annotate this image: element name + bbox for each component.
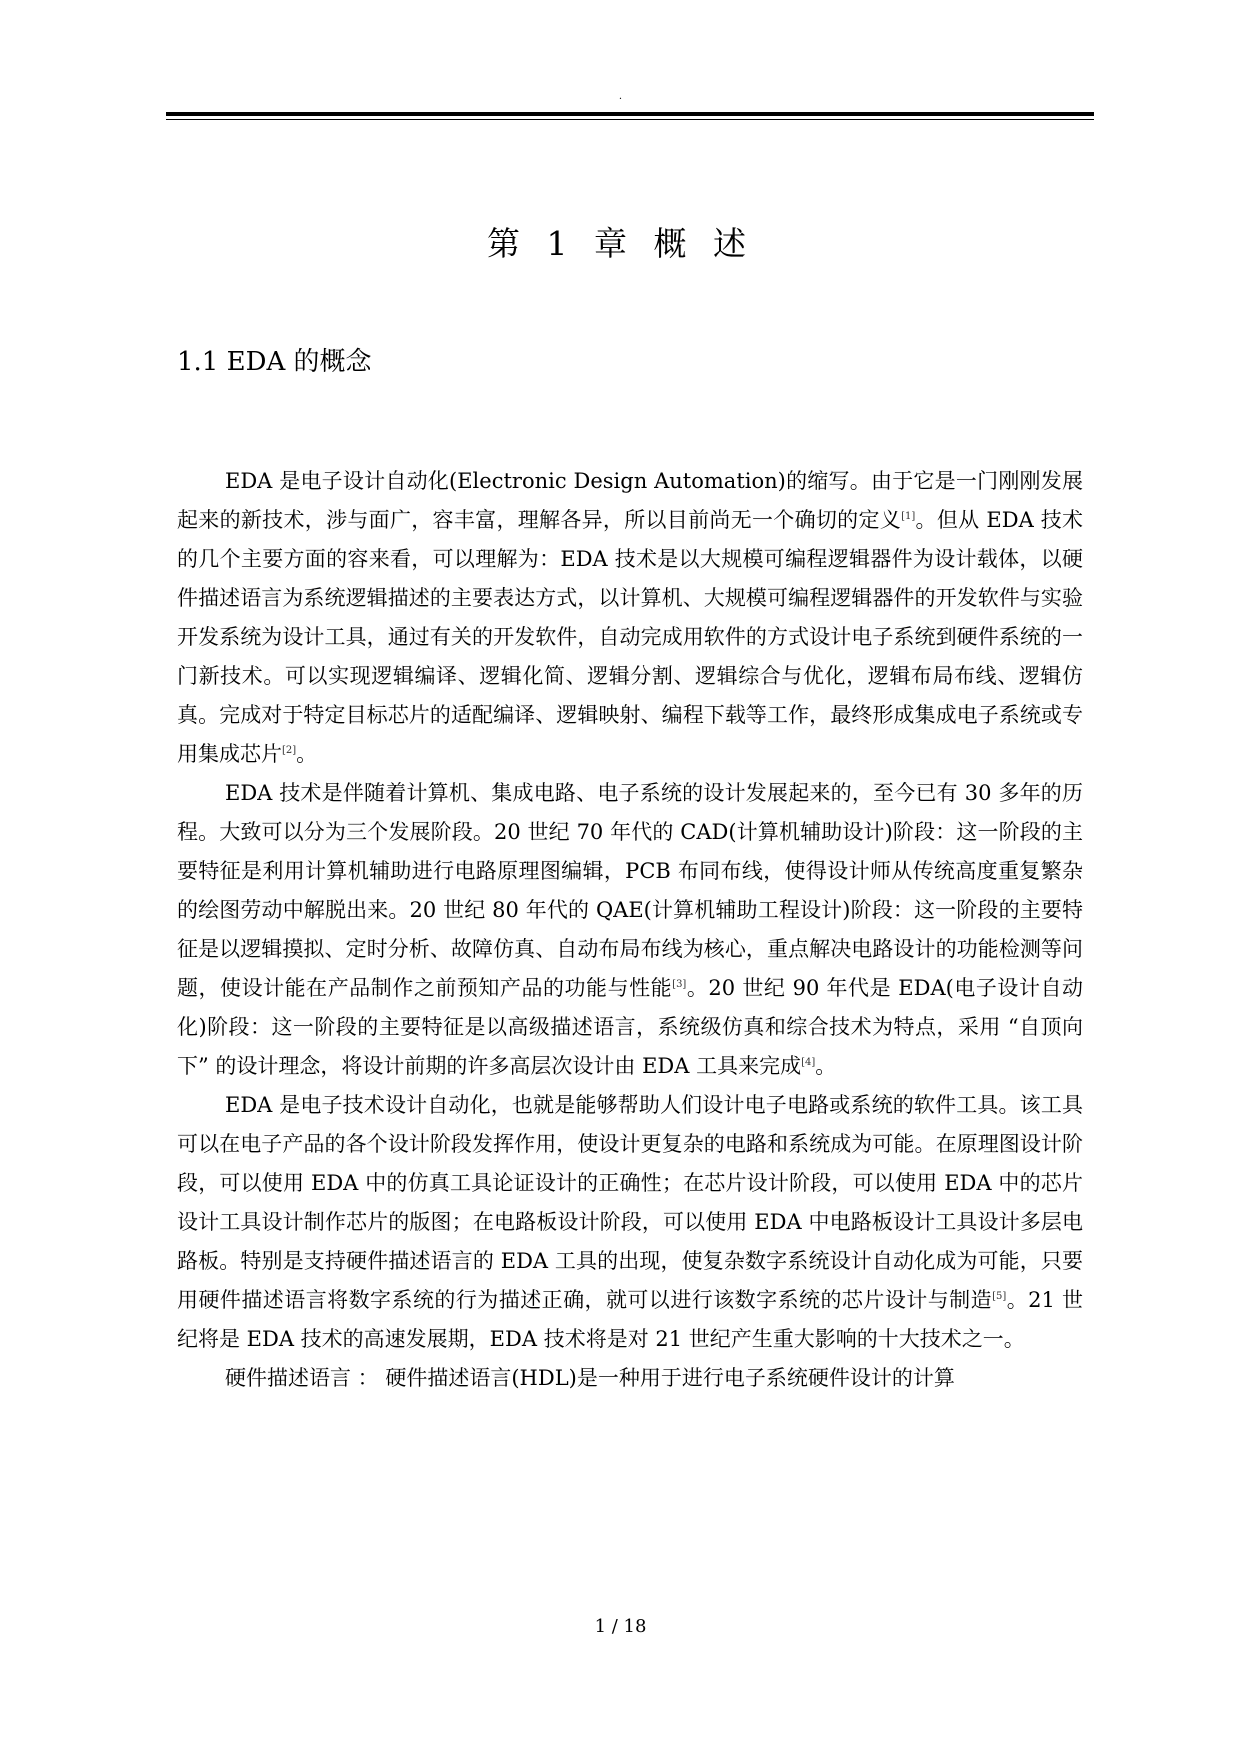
- chapter-title: 第 1 章 概 述: [487, 224, 754, 263]
- header-rule-thick: [166, 112, 1094, 116]
- paragraph-2: [177, 774, 1083, 1086]
- text-run: 。20 世纪 90 年代是 EDA(电子设计自动化)阶段：这一阶段的主要特征是以高级描述语言，系统级仿真和综合技术为特点，采用 “自顶向下” 的设计理念，将设计前期的许多高层次设计由 EDA 工具来完成: [177, 976, 1084, 1078]
- text-run: 。但从 EDA 技术的几个主要方面的容来看，可以理解为：EDA 技术是以大规模可编程逻辑器件为设计载体，以硬件描述语言为系统逻辑描述的主要表达方式，以计算机、大规模可编程逻辑器件的开发软件与实验开发系统为设计工具，通过有关的开发软件，自动完成用软件的方式设计电子系统到硬件系统的一门新技术。可以实现逻辑编译、逻辑化简、逻辑分割、逻辑综合与优化，逻辑布局布线、逻辑仿真。完成对于特定目标芯片的适配编译、逻辑映射、编程下载等工作，最终形成集成电子系统或专用集成芯片: [177, 508, 1084, 766]
- text-run: EDA 是电子技术设计自动化，也就是能够帮助人们设计电子电路或系统的软件工具。该工具可以在电子产品的各个设计阶段发挥作用，使设计更复杂的电路和系统成为可能。在原理图设计阶段，可以使用 EDA 中的仿真工具论证设计的正确性；在芯片设计阶段，可以使用 EDA 中的芯片设计工具设计制作芯片的版图；在电路板设计阶段，可以使用 EDA 中电路板设计工具设计多层电路板。特别是支持硬件描述语言的 EDA 工具的出现，使复杂数字系统设计自动化成为可能，只要用硬件描述语言将数字系统的行为描述正确，就可以进行该数字系统的芯片设计与制造: [177, 1093, 1083, 1312]
- paragraph-3: [177, 1086, 1083, 1359]
- body-text: [177, 462, 1083, 1398]
- citation-ref: [2]: [282, 745, 297, 756]
- text-run: 。: [296, 742, 318, 766]
- text-run: 。: [815, 1054, 837, 1078]
- citation-ref: [1]: [901, 511, 916, 522]
- header-rule-thin: [166, 119, 1094, 120]
- text-run: EDA 是电子设计自动化(Electronic Design Automation)的缩写。由于它是一门刚刚发展起来的新技术，涉与面广，容丰富，理解各异，所以目前尚无一个确切的定义: [177, 469, 1083, 532]
- paragraph-4: [177, 1359, 1083, 1398]
- text-run: EDA 技术是伴随着计算机、集成电路、电子系统的设计发展起来的，至今已有 30 多年的历程。大致可以分为三个发展阶段。20 世纪 70 年代的 CAD(计算机辅助设计)阶段：这一阶段的主要特征是利用计算机辅助进行电路原理图编辑，PCB 布同布线，使得设计师从传统高度重复繁杂的绘图劳动中解脱出来。20 世纪 80 年代的 QAE(计算机辅助工程设计)阶段：这一阶段的主要特征是以逻辑摸拟、定时分析、故障仿真、自动布局布线为核心，重点解决电路设计的功能检测等问题，使设计能在产品制作之前预知产品的功能与性能: [177, 781, 1083, 1000]
- page-number: 1 / 18: [594, 1616, 647, 1637]
- citation-ref: [5]: [992, 1291, 1007, 1302]
- citation-ref: [4]: [801, 1057, 816, 1068]
- text-run: 。21 世纪将是 EDA 技术的高速发展期，EDA 技术将是对 21 世纪产生重大影响的十大技术之一。: [177, 1288, 1083, 1351]
- header-mark: .: [618, 91, 623, 102]
- section-title: 1.1 EDA 的概念: [177, 347, 372, 377]
- text-run: 硬件描述语言 ： 硬件描述语言(HDL)是一种用于进行电子系统硬件设计的计算: [225, 1366, 955, 1390]
- paragraph-1: [177, 462, 1083, 774]
- citation-ref: [3]: [672, 979, 687, 990]
